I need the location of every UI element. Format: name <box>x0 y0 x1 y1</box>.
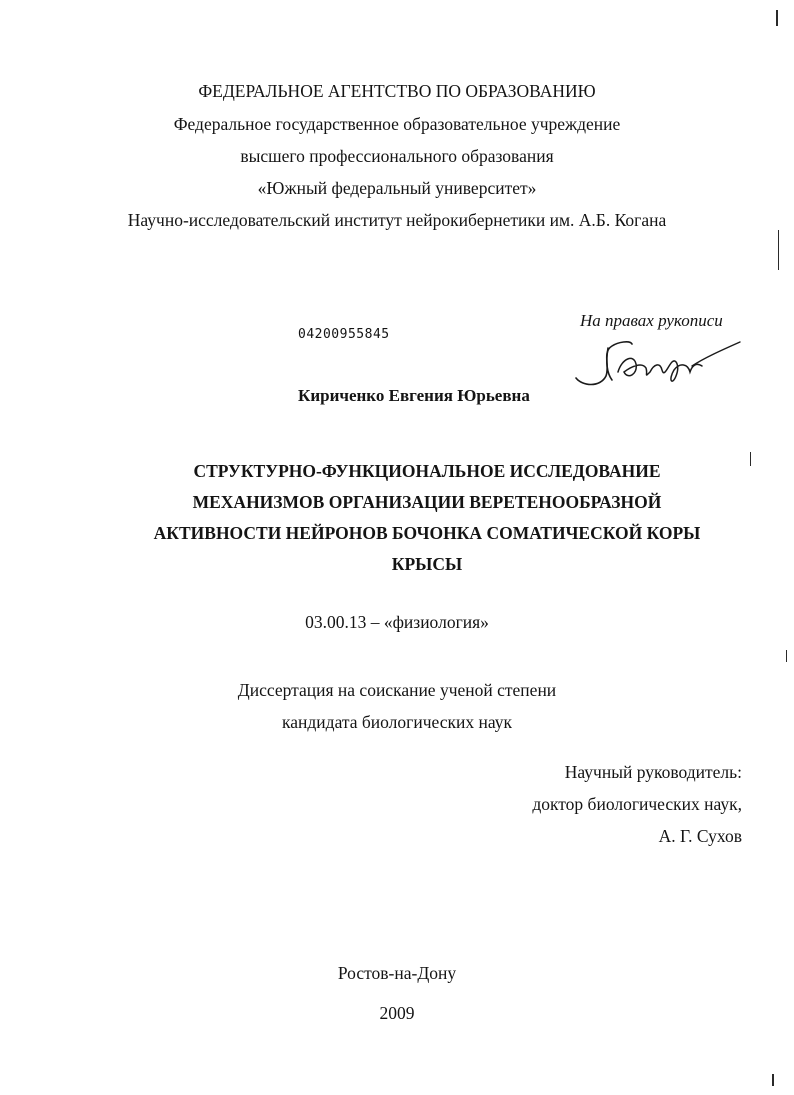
title-line-2: МЕХАНИЗМОВ ОРГАНИЗАЦИИ ВЕРЕТЕНООБРАЗНОЙ <box>192 492 662 512</box>
scan-artifact <box>778 230 779 270</box>
signature-icon <box>572 336 744 396</box>
scan-artifact <box>772 1074 774 1086</box>
agency-heading: ФЕДЕРАЛЬНОЕ АГЕНТСТВО ПО ОБРАЗОВАНИЮ <box>198 81 596 101</box>
scan-artifact <box>776 10 778 26</box>
institution-type-line-1: Федеральное государственное образовательное учреждение <box>173 114 621 134</box>
dissertation-line-2: кандидата биологических наук <box>282 712 512 732</box>
institution-type-line-2: высшего профессионального образования <box>240 146 554 166</box>
institute-name: Научно-исследовательский институт нейрокибернетики им. А.Б. Когана <box>127 210 667 230</box>
title-line-3: АКТИВНОСТИ НЕЙРОНОВ БОЧОНКА СОМАТИЧЕСКОЙ КОРЫ <box>153 523 701 543</box>
scan-artifact <box>750 452 751 466</box>
supervisor-label: Научный руководитель: <box>564 762 742 782</box>
title-line-1: СТРУКТУРНО-ФУНКЦИОНАЛЬНОЕ ИССЛЕДОВАНИЕ <box>193 461 661 481</box>
supervisor-degree: доктор биологических наук, <box>532 794 742 814</box>
title-line-4: КРЫСЫ <box>391 554 463 574</box>
manuscript-note: На правах рукописи <box>580 311 723 330</box>
dissertation-line-1: Диссертация на соискание ученой степени <box>237 680 557 700</box>
supervisor-name: А. Г. Сухов <box>658 826 742 846</box>
catalog-number: 04200955845 <box>298 327 390 342</box>
scan-artifact <box>786 650 787 662</box>
university-name: «Южный федеральный университет» <box>257 178 537 198</box>
specialty-code: 03.00.13 – «физиология» <box>305 612 489 632</box>
city: Ростов-на-Дону <box>337 963 457 983</box>
year: 2009 <box>379 1003 415 1023</box>
author-name: Кириченко Евгения Юрьевна <box>298 386 530 405</box>
